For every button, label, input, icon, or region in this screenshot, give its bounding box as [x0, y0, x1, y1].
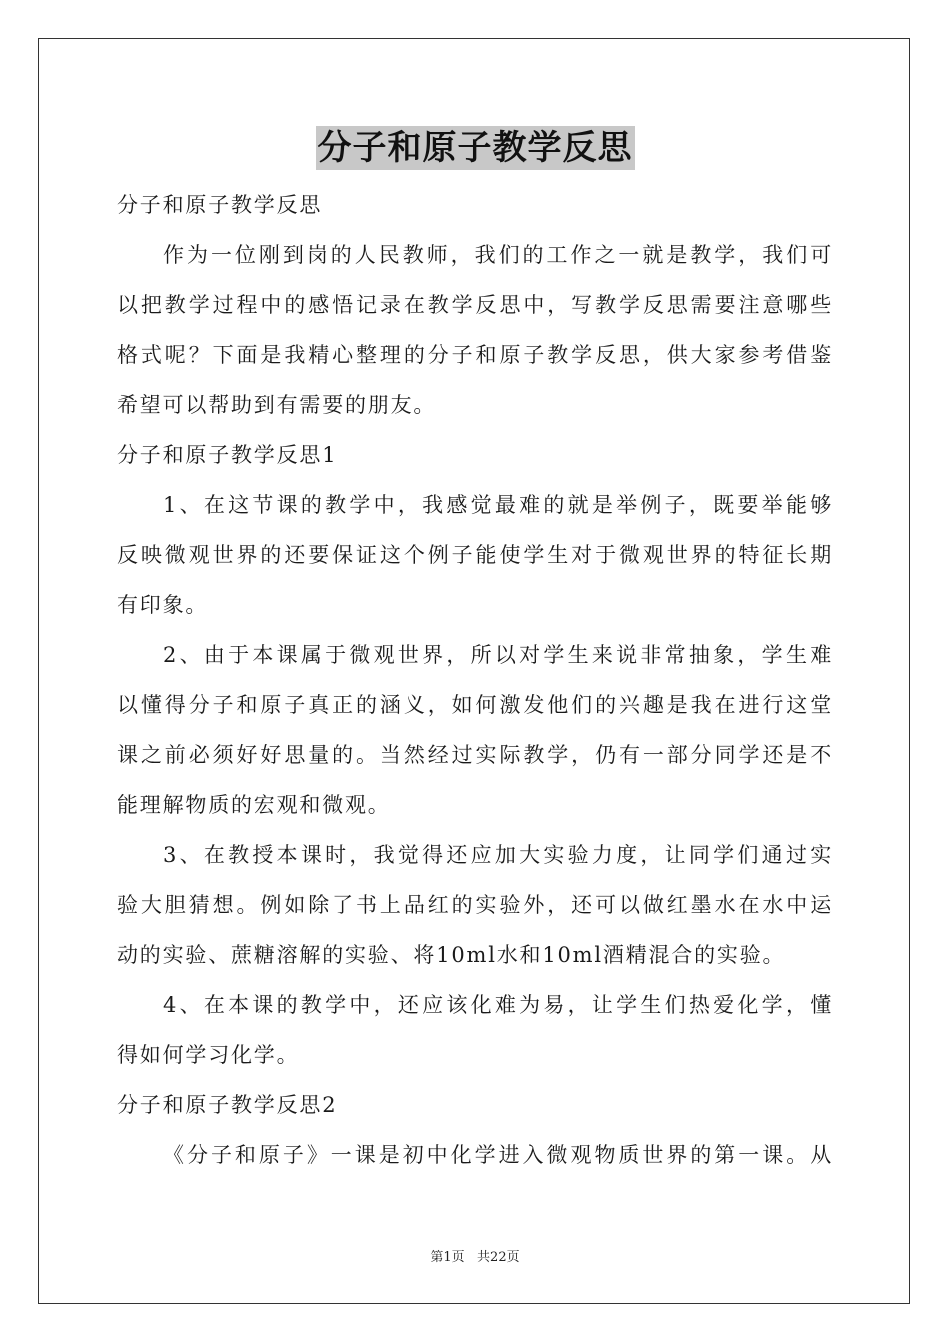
- text-line: 分子和原子教学反思2: [117, 1093, 338, 1117]
- text-line: 2、由于本课属于微观世界，所以对学生来说非常抽象，学生难: [163, 643, 833, 667]
- text-line: 以懂得分子和原子真正的涵义，如何激发他们的兴趣是我在进行这堂: [117, 693, 833, 717]
- text-line: 验大胆猜想。例如除了书上品红的实验外，还可以做红墨水在水中运: [117, 893, 833, 917]
- document-title: 分子和原子教学反思: [317, 128, 633, 168]
- text-line: 希望可以帮助到有需要的朋友。: [117, 393, 437, 417]
- text-line: 4、在本课的教学中，还应该化难为易，让学生们热爱化学，懂: [163, 993, 833, 1017]
- text-line: 得如何学习化学。: [117, 1043, 300, 1067]
- text-line: 1、在这节课的教学中，我感觉最难的就是举例子，既要举能够: [163, 493, 833, 517]
- text-line: 反映微观世界的还要保证这个例子能使学生对于微观世界的特征长期: [117, 543, 833, 567]
- text-line: 以把教学过程中的感悟记录在教学反思中，写教学反思需要注意哪些: [117, 293, 833, 317]
- document-body: [117, 180, 833, 1180]
- text-line: 分子和原子教学反思: [117, 193, 323, 217]
- text-line: 动的实验、蔗糖溶解的实验、将10ml水和10ml酒精混合的实验。: [117, 943, 786, 967]
- text-line: 分子和原子教学反思1: [117, 443, 338, 467]
- title-container: [0, 126, 950, 170]
- text-line: 格式呢？下面是我精心整理的分子和原子教学反思，供大家参考借鉴: [117, 343, 833, 367]
- page-number: 第1页 共22页: [430, 1250, 520, 1265]
- text-line: 《分子和原子》一课是初中化学进入微观物质世界的第一课。从: [163, 1143, 833, 1167]
- text-line: 3、在教授本课时，我觉得还应加大实验力度，让同学们通过实: [163, 843, 833, 867]
- page-footer: [0, 1246, 950, 1265]
- text-line: 有印象。: [117, 593, 209, 617]
- text-line: 课之前必须好好思量的。当然经过实际教学，仍有一部分同学还是不: [117, 743, 833, 767]
- text-line: 作为一位刚到岗的人民教师，我们的工作之一就是教学，我们可: [163, 243, 833, 267]
- text-line: 能理解物质的宏观和微观。: [117, 793, 391, 817]
